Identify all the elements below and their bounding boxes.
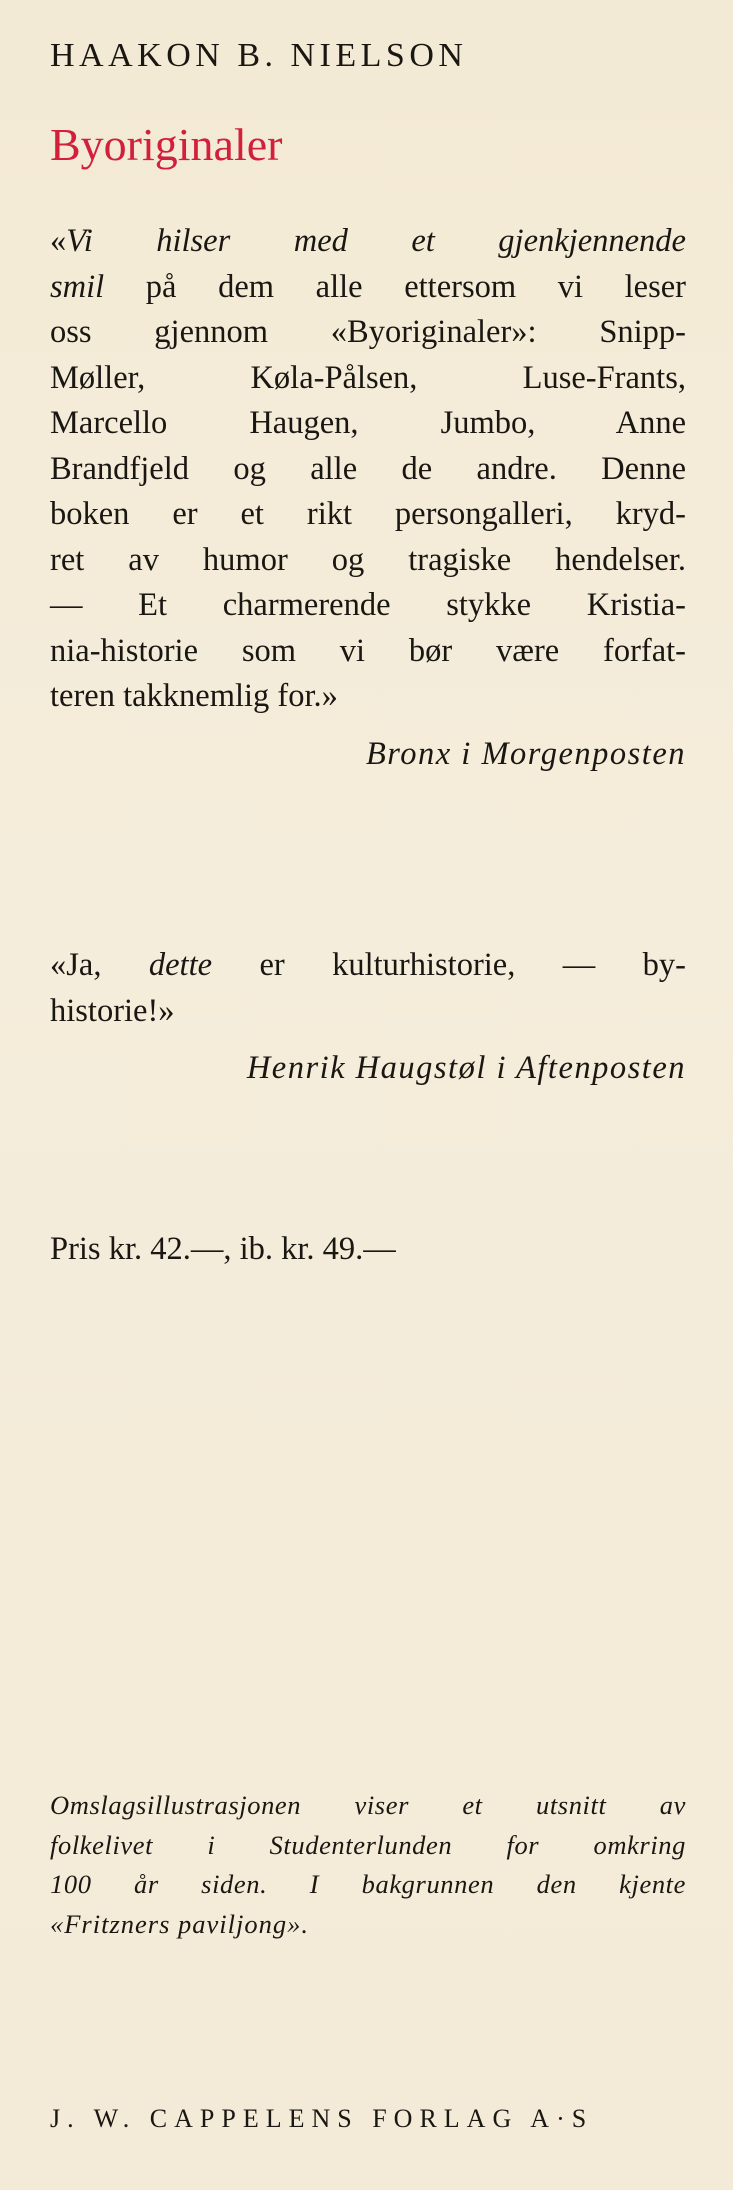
review-1-line: ret av humor og tragiske hendelser. [50, 541, 686, 578]
caption-line: «Fritzners paviljong». [50, 1908, 310, 1939]
caption-line: 100 år siden. I bakgrunnen den kjente [50, 1869, 686, 1899]
review-1-line: «Vi hilser med et gjenkjennende [50, 223, 686, 259]
emphasis-text: dette [148, 947, 213, 983]
review-1-line: Marcello Haugen, Jumbo, Anne [50, 405, 686, 441]
book-title: Byoriginaler [50, 119, 283, 170]
review-1-line: teren takknemlig for.» [50, 678, 338, 714]
emphasis-text: smil [50, 268, 105, 305]
caption-line: folkelivet i Studenterlunden for omkring [50, 1829, 686, 1860]
review-2-line: «Ja, dette er kulturhistorie, — by- [50, 947, 687, 983]
publisher-name: J. W. CAPPELENS FORLAG A·S [50, 2104, 594, 2133]
review-2-attribution: Henrik Haugstøl i Aftenposten [246, 1050, 686, 1086]
caption-line: Omslagsillustrasjonen viser et utsnitt av [50, 1790, 686, 1820]
cover-illustration-caption [50, 1786, 686, 1944]
emphasis-text: Vi hilser med et gjenkjennende [66, 223, 686, 259]
review-quote-2 [50, 943, 686, 1092]
review-1-body [50, 219, 686, 720]
review-1-line: oss gjennom «Byoriginaler»: Snipp- [50, 314, 686, 350]
review-2-body [50, 943, 686, 1034]
review-1-line: Møller, Køla-Pålsen, Luse-Frants, [50, 359, 686, 396]
review-2-line: historie!» [50, 992, 175, 1029]
review-1-line: nia-historie som vi bør være forfat- [50, 632, 686, 669]
review-1-line: Brandfjeld og alle de andre. Denne [50, 450, 686, 487]
author-name: HAAKON B. NIELSON [50, 37, 468, 74]
price-line: Pris kr. 42.—, ib. kr. 49.— [50, 1231, 396, 1267]
review-1-line: — Et charmerende stykke Kristia- [50, 587, 686, 623]
review-1-line: boken er et rikt persongalleri, kryd- [50, 496, 686, 532]
review-quote-1 [50, 219, 686, 777]
review-1-line: smil på dem alle ettersom vi leser [50, 268, 686, 305]
review-1-attribution: Bronx i Morgenposten [365, 735, 686, 772]
